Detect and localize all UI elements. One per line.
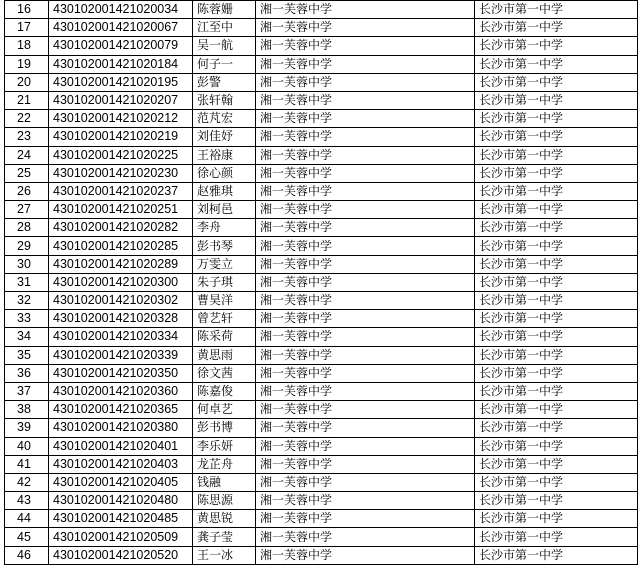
- cell-origin-school: 湘一芙蓉中学: [256, 419, 475, 437]
- cell-exam-id: 430102001421020360: [49, 382, 193, 400]
- cell-admitted-school: 长沙市第一中学: [475, 437, 638, 455]
- table-row: [5, 110, 638, 128]
- admission-list-body: [5, 1, 638, 565]
- cell-seq-no: 20: [5, 73, 49, 91]
- cell-origin-school: 湘一芙蓉中学: [256, 146, 475, 164]
- table-row: [5, 419, 638, 437]
- cell-admitted-school: 长沙市第一中学: [475, 219, 638, 237]
- cell-exam-id: 430102001421020079: [49, 37, 193, 55]
- cell-student-name: 刘佳妤: [193, 128, 256, 146]
- cell-exam-id: 430102001421020401: [49, 437, 193, 455]
- cell-admitted-school: 长沙市第一中学: [475, 273, 638, 291]
- cell-origin-school: 湘一芙蓉中学: [256, 55, 475, 73]
- cell-seq-no: 18: [5, 37, 49, 55]
- cell-seq-no: 31: [5, 273, 49, 291]
- cell-student-name: 龚子莹: [193, 528, 256, 546]
- cell-origin-school: 湘一芙蓉中学: [256, 37, 475, 55]
- cell-admitted-school: 长沙市第一中学: [475, 237, 638, 255]
- admission-list-table: [4, 0, 638, 565]
- cell-student-name: 朱子琪: [193, 273, 256, 291]
- cell-seq-no: 17: [5, 19, 49, 37]
- cell-seq-no: 45: [5, 528, 49, 546]
- cell-origin-school: 湘一芙蓉中学: [256, 401, 475, 419]
- cell-admitted-school: 长沙市第一中学: [475, 110, 638, 128]
- cell-exam-id: 430102001421020067: [49, 19, 193, 37]
- cell-student-name: 黄思雨: [193, 346, 256, 364]
- table-row: [5, 401, 638, 419]
- cell-exam-id: 430102001421020485: [49, 510, 193, 528]
- cell-seq-no: 23: [5, 128, 49, 146]
- cell-seq-no: 26: [5, 182, 49, 200]
- cell-seq-no: 30: [5, 255, 49, 273]
- cell-admitted-school: 长沙市第一中学: [475, 255, 638, 273]
- cell-student-name: 万雯立: [193, 255, 256, 273]
- cell-exam-id: 430102001421020302: [49, 292, 193, 310]
- cell-exam-id: 430102001421020480: [49, 492, 193, 510]
- table-row: [5, 19, 638, 37]
- cell-student-name: 陈蓉姗: [193, 1, 256, 19]
- cell-seq-no: 44: [5, 510, 49, 528]
- cell-seq-no: 42: [5, 473, 49, 491]
- cell-student-name: 曹昊洋: [193, 292, 256, 310]
- cell-origin-school: 湘一芙蓉中学: [256, 19, 475, 37]
- table-row: [5, 364, 638, 382]
- cell-admitted-school: 长沙市第一中学: [475, 528, 638, 546]
- cell-exam-id: 430102001421020195: [49, 73, 193, 91]
- cell-exam-id: 430102001421020282: [49, 219, 193, 237]
- cell-exam-id: 430102001421020300: [49, 273, 193, 291]
- cell-seq-no: 24: [5, 146, 49, 164]
- cell-student-name: 彭书博: [193, 419, 256, 437]
- cell-student-name: 陈嘉俊: [193, 382, 256, 400]
- cell-origin-school: 湘一芙蓉中学: [256, 473, 475, 491]
- cell-origin-school: 湘一芙蓉中学: [256, 528, 475, 546]
- table-row: [5, 164, 638, 182]
- cell-exam-id: 430102001421020509: [49, 528, 193, 546]
- table-row: [5, 237, 638, 255]
- cell-student-name: 赵雅琪: [193, 182, 256, 200]
- cell-exam-id: 430102001421020350: [49, 364, 193, 382]
- cell-origin-school: 湘一芙蓉中学: [256, 437, 475, 455]
- table-row: [5, 55, 638, 73]
- cell-student-name: 陈思源: [193, 492, 256, 510]
- cell-origin-school: 湘一芙蓉中学: [256, 310, 475, 328]
- cell-seq-no: 36: [5, 364, 49, 382]
- cell-admitted-school: 长沙市第一中学: [475, 382, 638, 400]
- cell-exam-id: 430102001421020380: [49, 419, 193, 437]
- cell-seq-no: 46: [5, 546, 49, 564]
- cell-student-name: 彭警: [193, 73, 256, 91]
- table-row: [5, 255, 638, 273]
- cell-admitted-school: 长沙市第一中学: [475, 546, 638, 564]
- cell-seq-no: 40: [5, 437, 49, 455]
- cell-origin-school: 湘一芙蓉中学: [256, 128, 475, 146]
- cell-student-name: 彭书琴: [193, 237, 256, 255]
- cell-exam-id: 430102001421020225: [49, 146, 193, 164]
- cell-admitted-school: 长沙市第一中学: [475, 401, 638, 419]
- cell-seq-no: 35: [5, 346, 49, 364]
- cell-origin-school: 湘一芙蓉中学: [256, 364, 475, 382]
- table-row: [5, 146, 638, 164]
- cell-exam-id: 430102001421020230: [49, 164, 193, 182]
- cell-seq-no: 16: [5, 1, 49, 19]
- cell-exam-id: 430102001421020328: [49, 310, 193, 328]
- cell-admitted-school: 长沙市第一中学: [475, 19, 638, 37]
- table-row: [5, 455, 638, 473]
- table-row: [5, 492, 638, 510]
- cell-admitted-school: 长沙市第一中学: [475, 128, 638, 146]
- cell-origin-school: 湘一芙蓉中学: [256, 1, 475, 19]
- table-row: [5, 182, 638, 200]
- cell-seq-no: 21: [5, 91, 49, 109]
- cell-origin-school: 湘一芙蓉中学: [256, 273, 475, 291]
- table-row: [5, 292, 638, 310]
- table-row: [5, 473, 638, 491]
- cell-exam-id: 430102001421020184: [49, 55, 193, 73]
- cell-origin-school: 湘一芙蓉中学: [256, 455, 475, 473]
- table-row: [5, 546, 638, 564]
- cell-exam-id: 430102001421020285: [49, 237, 193, 255]
- cell-origin-school: 湘一芙蓉中学: [256, 182, 475, 200]
- cell-admitted-school: 长沙市第一中学: [475, 73, 638, 91]
- cell-origin-school: 湘一芙蓉中学: [256, 110, 475, 128]
- cell-admitted-school: 长沙市第一中学: [475, 328, 638, 346]
- cell-student-name: 陈采荷: [193, 328, 256, 346]
- cell-student-name: 龙芷舟: [193, 455, 256, 473]
- cell-student-name: 徐心颜: [193, 164, 256, 182]
- cell-seq-no: 28: [5, 219, 49, 237]
- cell-admitted-school: 长沙市第一中学: [475, 1, 638, 19]
- cell-exam-id: 430102001421020405: [49, 473, 193, 491]
- cell-student-name: 李舟: [193, 219, 256, 237]
- cell-seq-no: 33: [5, 310, 49, 328]
- cell-admitted-school: 长沙市第一中学: [475, 510, 638, 528]
- cell-exam-id: 430102001421020520: [49, 546, 193, 564]
- table-row: [5, 91, 638, 109]
- table-row: [5, 201, 638, 219]
- table-row: [5, 37, 638, 55]
- cell-student-name: 刘柯邑: [193, 201, 256, 219]
- table-row: [5, 437, 638, 455]
- cell-seq-no: 29: [5, 237, 49, 255]
- cell-admitted-school: 长沙市第一中学: [475, 164, 638, 182]
- cell-origin-school: 湘一芙蓉中学: [256, 73, 475, 91]
- table-row: [5, 310, 638, 328]
- cell-admitted-school: 长沙市第一中学: [475, 146, 638, 164]
- cell-origin-school: 湘一芙蓉中学: [256, 382, 475, 400]
- cell-student-name: 何子一: [193, 55, 256, 73]
- table-row: [5, 128, 638, 146]
- cell-exam-id: 430102001421020219: [49, 128, 193, 146]
- cell-exam-id: 430102001421020339: [49, 346, 193, 364]
- cell-seq-no: 22: [5, 110, 49, 128]
- cell-origin-school: 湘一芙蓉中学: [256, 346, 475, 364]
- table-row: [5, 328, 638, 346]
- cell-student-name: 黄思锐: [193, 510, 256, 528]
- cell-seq-no: 43: [5, 492, 49, 510]
- table-row: [5, 346, 638, 364]
- table-row: [5, 273, 638, 291]
- cell-origin-school: 湘一芙蓉中学: [256, 510, 475, 528]
- table-row: [5, 528, 638, 546]
- cell-student-name: 张轩翰: [193, 91, 256, 109]
- table-row: [5, 219, 638, 237]
- cell-admitted-school: 长沙市第一中学: [475, 492, 638, 510]
- cell-admitted-school: 长沙市第一中学: [475, 419, 638, 437]
- cell-admitted-school: 长沙市第一中学: [475, 201, 638, 219]
- cell-exam-id: 430102001421020289: [49, 255, 193, 273]
- cell-student-name: 曾艺轩: [193, 310, 256, 328]
- cell-origin-school: 湘一芙蓉中学: [256, 91, 475, 109]
- cell-student-name: 李乐妍: [193, 437, 256, 455]
- cell-student-name: 江至中: [193, 19, 256, 37]
- cell-admitted-school: 长沙市第一中学: [475, 455, 638, 473]
- cell-student-name: 徐文茜: [193, 364, 256, 382]
- cell-exam-id: 430102001421020365: [49, 401, 193, 419]
- cell-seq-no: 27: [5, 201, 49, 219]
- cell-exam-id: 430102001421020212: [49, 110, 193, 128]
- cell-admitted-school: 长沙市第一中学: [475, 37, 638, 55]
- table-row: [5, 510, 638, 528]
- cell-exam-id: 430102001421020237: [49, 182, 193, 200]
- cell-seq-no: 32: [5, 292, 49, 310]
- cell-exam-id: 430102001421020251: [49, 201, 193, 219]
- cell-origin-school: 湘一芙蓉中学: [256, 164, 475, 182]
- cell-student-name: 钱融: [193, 473, 256, 491]
- table-row: [5, 1, 638, 19]
- cell-admitted-school: 长沙市第一中学: [475, 182, 638, 200]
- cell-origin-school: 湘一芙蓉中学: [256, 201, 475, 219]
- cell-seq-no: 41: [5, 455, 49, 473]
- cell-admitted-school: 长沙市第一中学: [475, 346, 638, 364]
- cell-exam-id: 430102001421020403: [49, 455, 193, 473]
- cell-origin-school: 湘一芙蓉中学: [256, 292, 475, 310]
- cell-admitted-school: 长沙市第一中学: [475, 364, 638, 382]
- cell-student-name: 范芃宏: [193, 110, 256, 128]
- cell-origin-school: 湘一芙蓉中学: [256, 546, 475, 564]
- cell-seq-no: 34: [5, 328, 49, 346]
- cell-exam-id: 430102001421020034: [49, 1, 193, 19]
- cell-seq-no: 38: [5, 401, 49, 419]
- cell-student-name: 何卓艺: [193, 401, 256, 419]
- cell-admitted-school: 长沙市第一中学: [475, 292, 638, 310]
- cell-seq-no: 37: [5, 382, 49, 400]
- cell-student-name: 王一冰: [193, 546, 256, 564]
- table-row: [5, 73, 638, 91]
- cell-exam-id: 430102001421020334: [49, 328, 193, 346]
- cell-student-name: 王裕康: [193, 146, 256, 164]
- cell-admitted-school: 长沙市第一中学: [475, 310, 638, 328]
- cell-origin-school: 湘一芙蓉中学: [256, 237, 475, 255]
- cell-origin-school: 湘一芙蓉中学: [256, 219, 475, 237]
- cell-seq-no: 19: [5, 55, 49, 73]
- cell-exam-id: 430102001421020207: [49, 91, 193, 109]
- cell-origin-school: 湘一芙蓉中学: [256, 328, 475, 346]
- cell-admitted-school: 长沙市第一中学: [475, 91, 638, 109]
- cell-admitted-school: 长沙市第一中学: [475, 473, 638, 491]
- table-row: [5, 382, 638, 400]
- cell-seq-no: 39: [5, 419, 49, 437]
- cell-student-name: 吴一航: [193, 37, 256, 55]
- cell-seq-no: 25: [5, 164, 49, 182]
- cell-origin-school: 湘一芙蓉中学: [256, 255, 475, 273]
- cell-origin-school: 湘一芙蓉中学: [256, 492, 475, 510]
- cell-admitted-school: 长沙市第一中学: [475, 55, 638, 73]
